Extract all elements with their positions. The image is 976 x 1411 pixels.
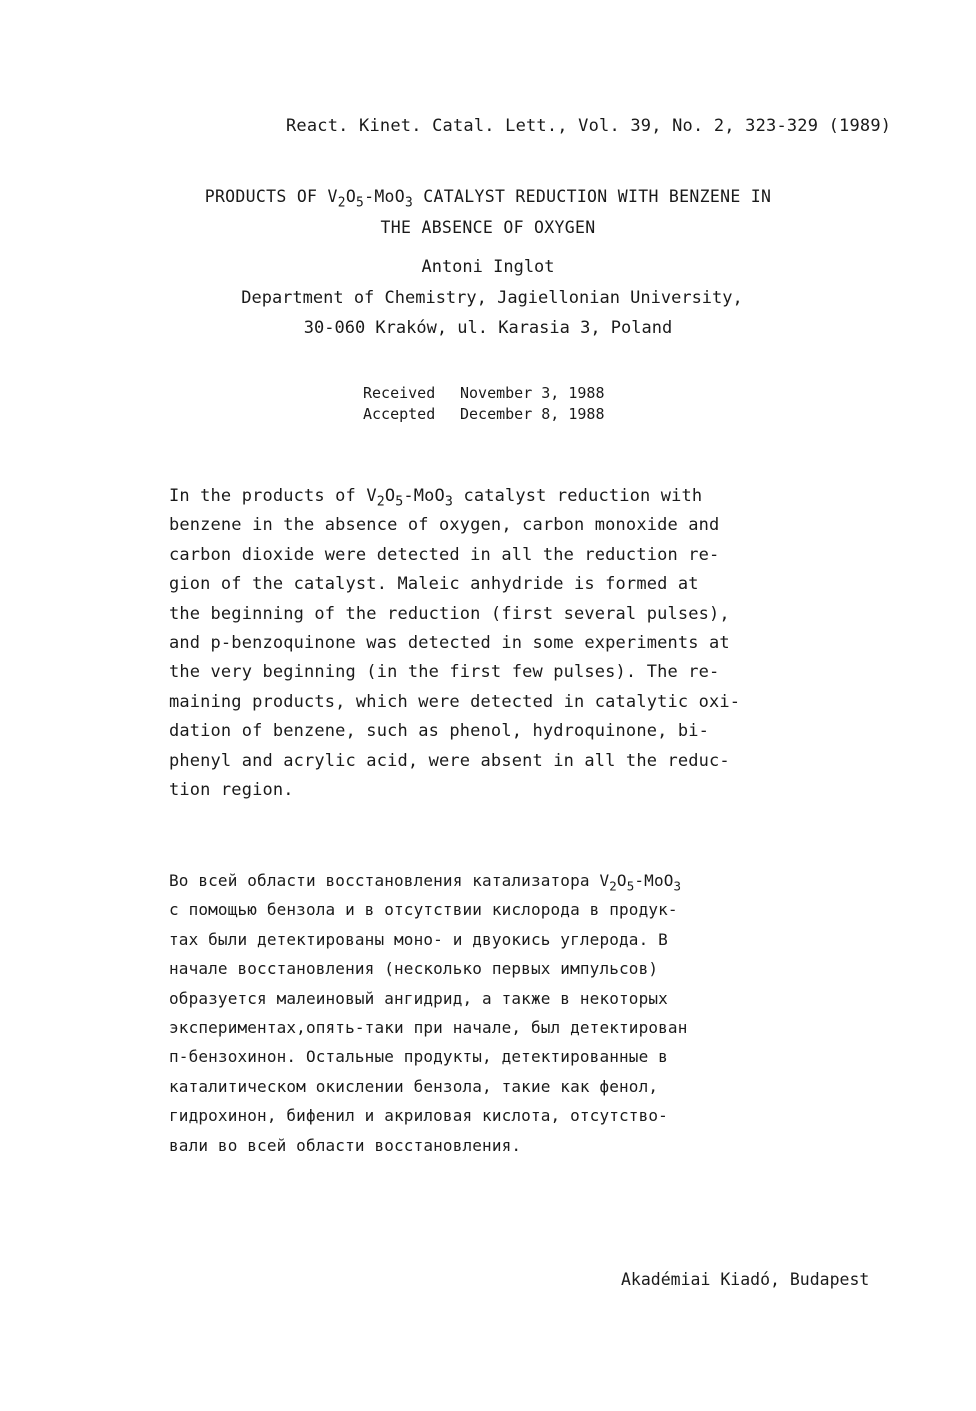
abstract-line: каталитическом окислении бензола, такие как фенол, (169, 1076, 659, 1096)
paper-title-line-2: THE ABSENCE OF OXYGEN (380, 218, 596, 237)
abstract-line: dation of benzene, such as phenol, hydroquinone, bi- (169, 721, 710, 742)
abstract-line: образуется малеиновый ангидрид, а также в некоторых (169, 988, 668, 1008)
title-suffix: CATALYST REDUCTION WITH BENZENE IN (413, 187, 772, 206)
abstract-line: с помощью бензола и в отсутствии кислорода в продук- (169, 900, 678, 920)
abstract-line: начале восстановления (несколько первых импульсов) (169, 959, 659, 979)
accepted-date: December 8, 1988 (460, 405, 605, 423)
author-name: Antoni Inglot (421, 257, 555, 277)
inline-formula: $V_2O_5-MoO_3$ (599, 871, 682, 894)
abstract-line: вали во всей области восстановления. (169, 1135, 522, 1155)
abstract-line: gion of the catalyst. Maleic anhydride is formed at (169, 574, 699, 595)
publisher-imprint: Akadémiai Kiadó, Budapest (621, 1270, 870, 1289)
abstract-line: экспериментах,опять-таки при начале, был детектирован (169, 1018, 688, 1038)
inline-formula: $V_2O_5-MoO_3$ (366, 486, 454, 510)
abstract-line: tion region. (169, 780, 294, 801)
received-row (363, 383, 605, 404)
received-label: Received (363, 384, 436, 402)
abstract-line: п-бензохинон. Остальные продукты, детектированные в (169, 1047, 668, 1067)
affiliation-line-2: 30-060 Kraków, ul. Karasia 3, Poland (303, 318, 673, 338)
abstract-line: гидрохинон, бифенил и акриловая кислота, отсутство- (169, 1106, 668, 1126)
abstract-english (169, 482, 829, 805)
abstract-russian (169, 866, 829, 1160)
abstract-line: the beginning of the reduction (first several pulses), (169, 603, 730, 624)
affiliation-line-1: Department of Chemistry, Jagiellonian University, (241, 288, 743, 308)
accepted-row (363, 404, 605, 425)
abstract-line: In the products of $V_2O_5-MoO_3$ catalyst reduction with (169, 486, 703, 510)
abstract-line: and p-benzoquinone was detected in some experiments at (169, 633, 730, 654)
abstract-line: benzene in the absence of oxygen, carbon monoxide and (169, 515, 720, 536)
accepted-label: Accepted (363, 405, 436, 423)
title-formula: $V_2O_5-MoO_3$ (327, 187, 414, 211)
abstract-line: Во всей области восстановления катализатора $V_2O_5-MoO_3$ (169, 871, 682, 894)
title-prefix: PRODUCTS OF (204, 187, 328, 206)
abstract-line: phenyl and acrylic acid, were absent in all the reduc- (169, 750, 730, 771)
paper-title-line-1 (0, 187, 976, 211)
journal-citation: React. Kinet. Catal. Lett., Vol. 39, No. 2, 323-329 (1989) (286, 116, 892, 136)
abstract-line: тах были детектированы моно- и двуокись углерода. В (169, 929, 668, 949)
abstract-line: carbon dioxide were detected in all the reduction re- (169, 544, 720, 565)
abstract-line: maining products, which were detected in catalytic oxi- (169, 691, 741, 712)
received-date: November 3, 1988 (460, 384, 605, 402)
abstract-line: the very beginning (in the first few pulses). The re- (169, 662, 720, 683)
submission-dates (363, 383, 605, 425)
